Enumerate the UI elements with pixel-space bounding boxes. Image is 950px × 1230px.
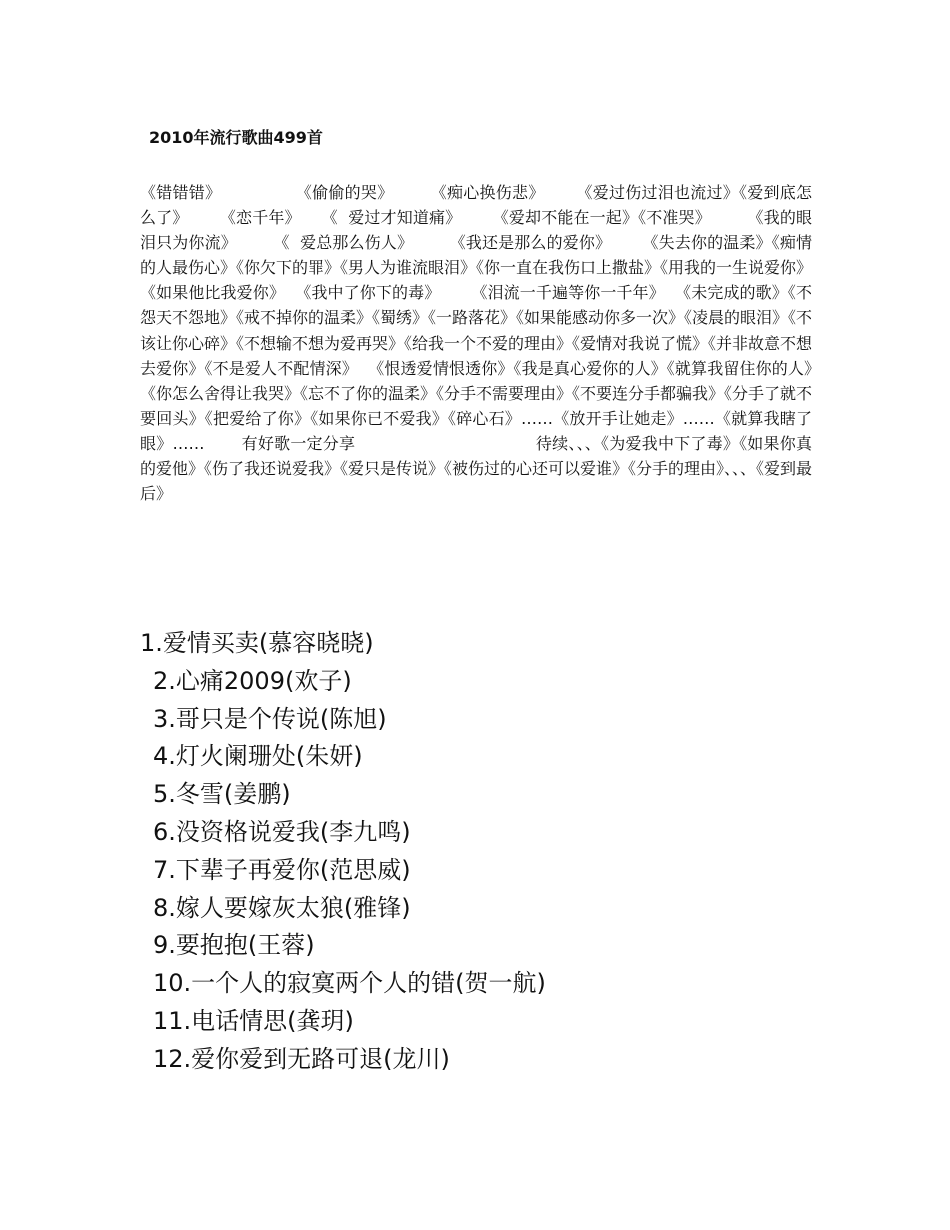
document-title: 2010年流行歌曲499首 [149, 128, 323, 147]
list-item: 6.没资格说爱我(李九鸣) [153, 817, 411, 846]
list-item: 10.一个人的寂寞两个人的错(贺一航) [153, 969, 546, 998]
list-item: 2.心痛2009(欢子) [153, 666, 352, 695]
list-item: 3.哥只是个传说(陈旭) [153, 704, 387, 733]
list-item: 9.要抱抱(王蓉) [153, 931, 315, 960]
list-item: 5.冬雪(姜鹏) [153, 780, 291, 809]
list-item: 12.爱你爱到无路可退(龙川) [153, 1044, 450, 1073]
list-item: 8.嫁人要嫁灰太狼(雅锋) [153, 893, 411, 922]
song-list [140, 625, 546, 1079]
list-item: 11.电话情思(龚玥) [153, 1006, 354, 1035]
list-item: 1.爱情买卖(慕容晓晓) [140, 629, 374, 657]
list-item: 4.灯火阑珊处(朱妍) [153, 742, 363, 771]
list-item: 7.下辈子再爱你(范思威) [153, 855, 411, 884]
intro-paragraph: 《错错错》 《偷偷的哭》 《痴心换伤悲》 《爱过伤过泪也流过》《爱到底怎么了》 《恋千年》 《 爱过才知道痛》 《爱却不能在一起》《不准哭》 《我的眼泪只为你流》 《 爱总那么伤人》 《我还是那么的爱你》 《失去你的温柔》《痴情的人最伤心》《你欠下的罪》《男人为谁流眼泪》《你一直在我伤口上撒盐》《用我的一生说爱你》《如果他比我爱你》 《我中了你下的毒》 《泪流一千遍等你一千年》 《未完成的歌》《不怨天不怨地》《戒不掉你的温柔》《蜀绣》《一路落花》《如果能感动你多一次》《凌晨的眼泪》《不该让你心碎》《不想输不想为爱再哭》《给我一个不爱的理由》《爱情对我说了慌》《并非故意不想去爱你》《不是爱人不配情深》 《恨透爱情恨透你》《我是真心爱你的人》《就算我留住你的人》《你怎么舍得让我哭》《忘不了你的温柔》《分手不需要理由》《不要连分手都骗我》《分手了就不要回头》《把爱给了你》《如果你已不爱我》《碎心石》……《放开手让她走》……《就算我瞎了眼》…… 有好歌一定分享 待续、、、《为爱我中下了毒》《如果你真的爱他》《伤了我还说爱我》《爱只是传说》《被伤过的心还可以爱谁》《分手的理由》、、、《爱到最后》 [140, 183, 813, 504]
